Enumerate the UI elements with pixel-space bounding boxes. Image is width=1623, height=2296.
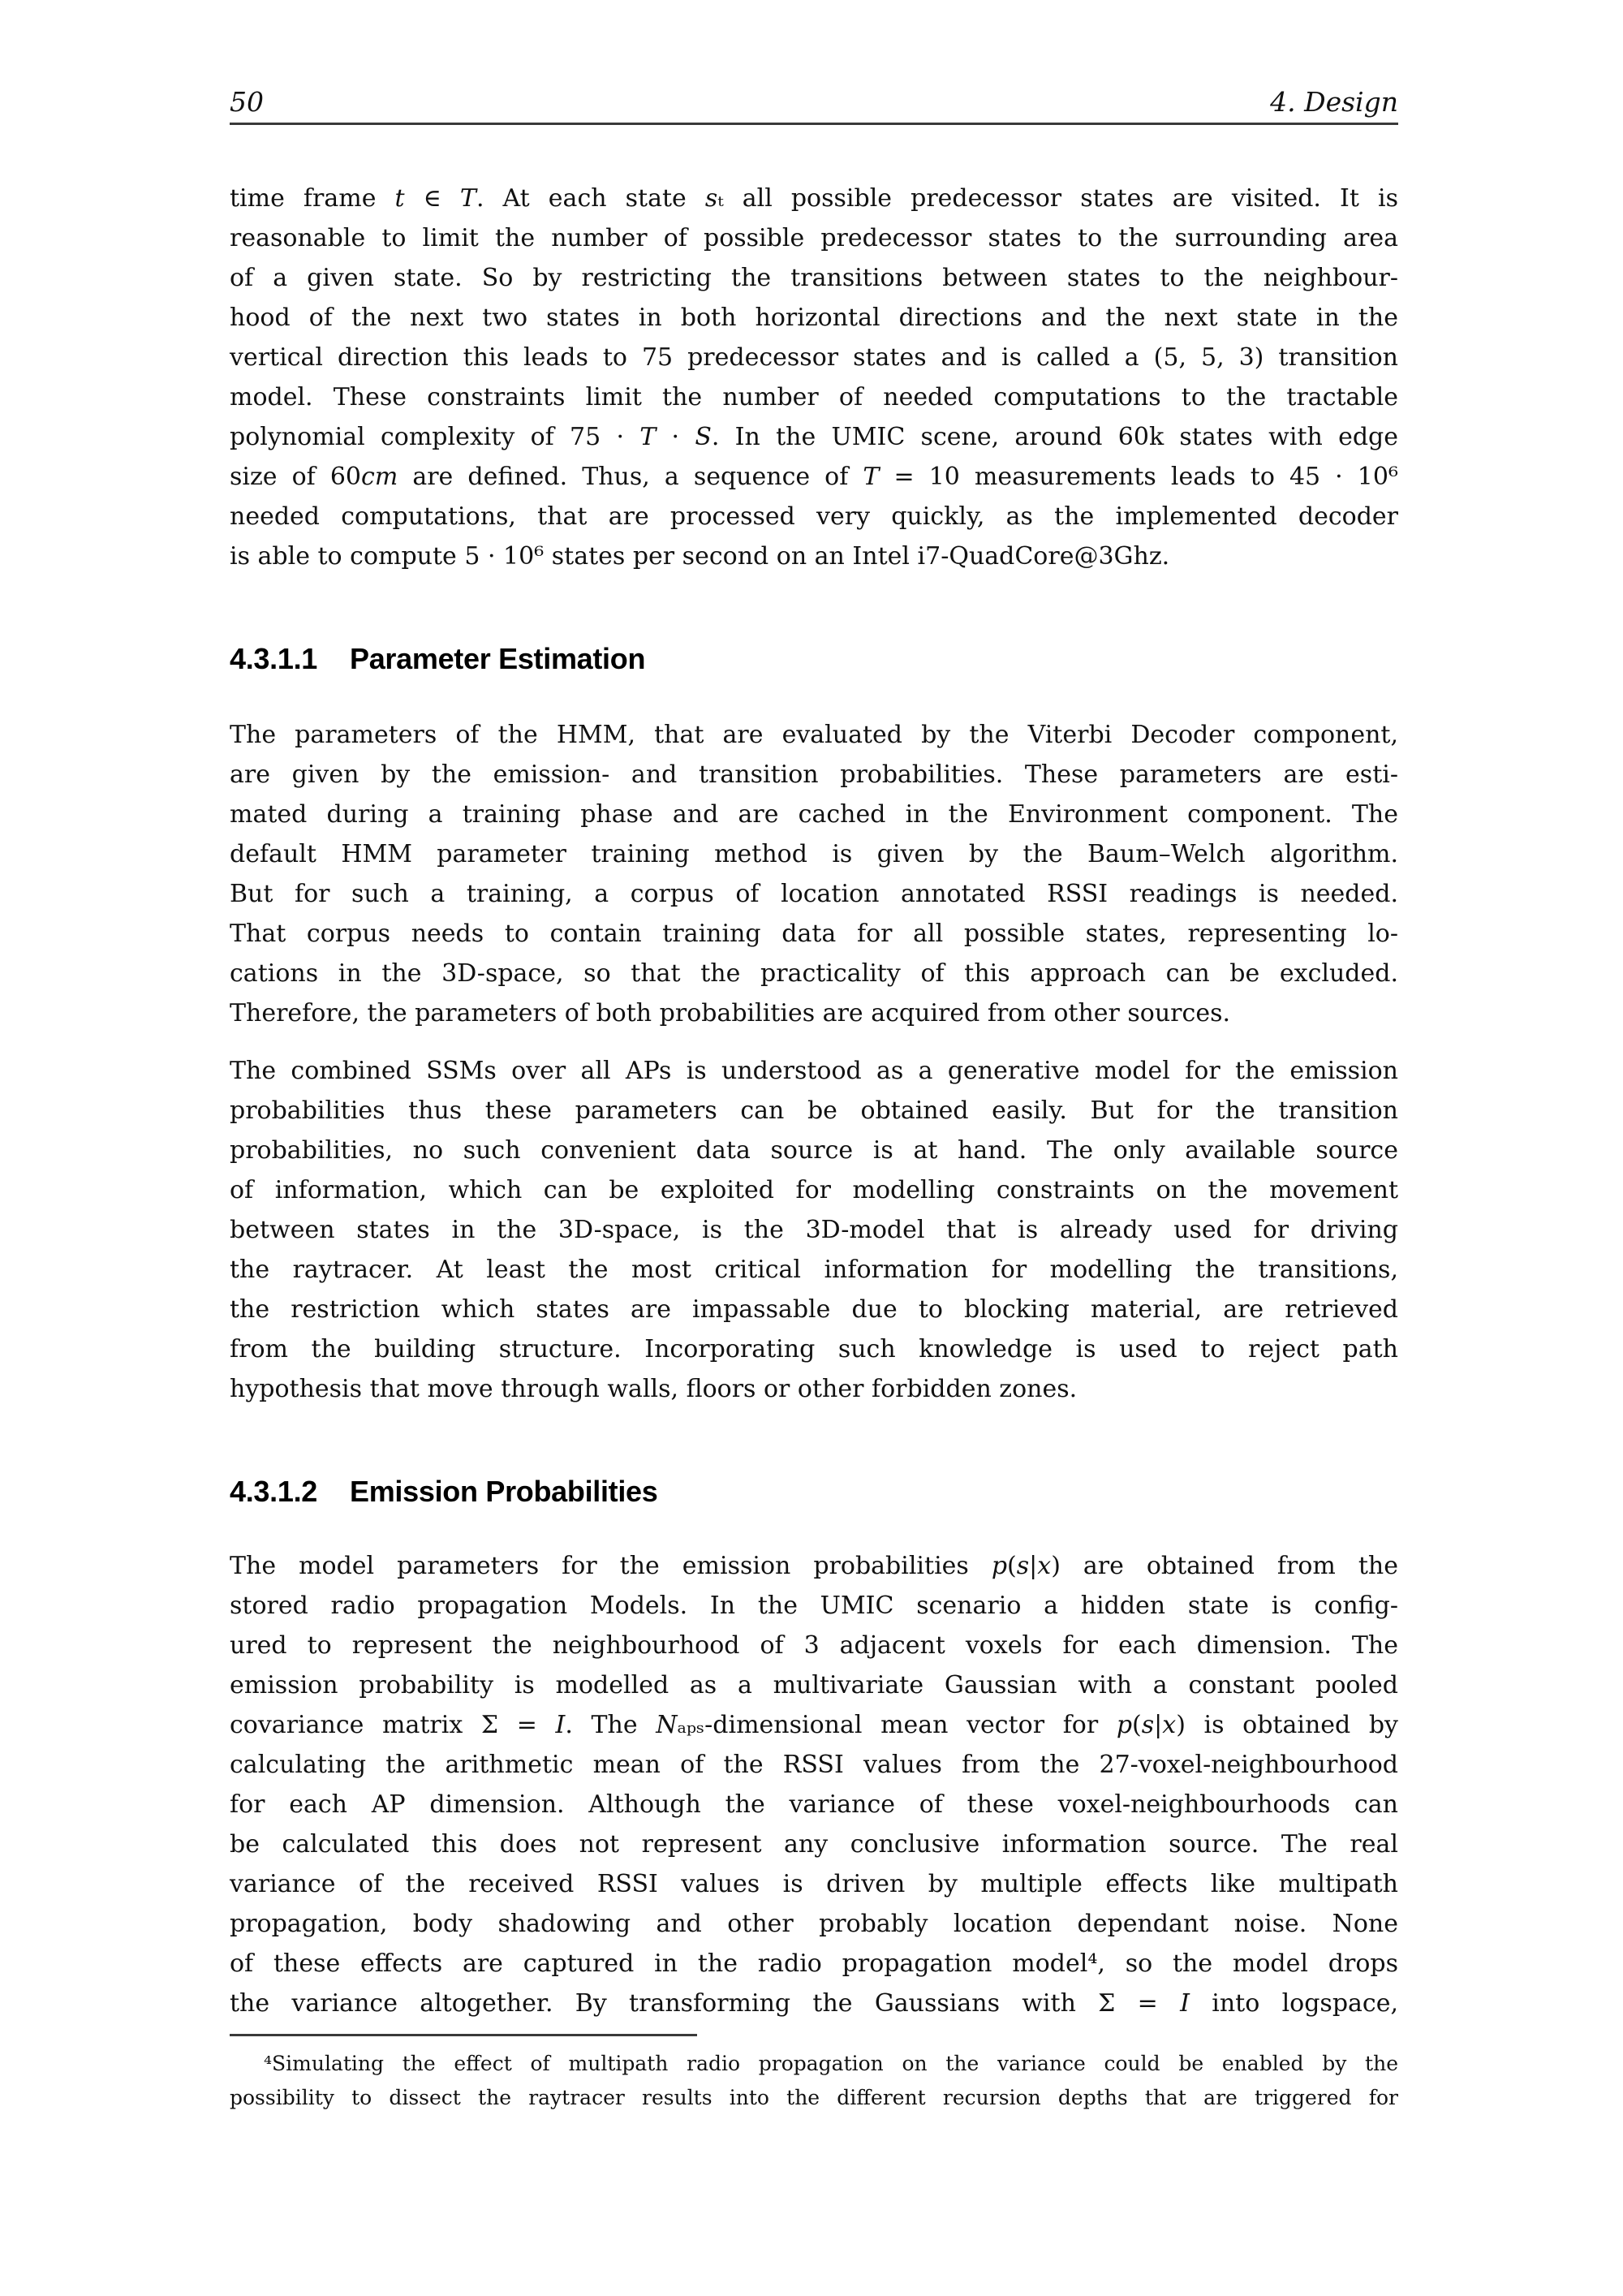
text-line: stored radio propagation Models. In the UMIC scenario a hidden state is config- <box>230 1592 1398 1620</box>
text-line: The combined SSMs over all APs is understood as a generative model for the emission <box>230 1057 1398 1085</box>
text-line: the raytracer. At least the most critical information for modelling the transitions, <box>230 1256 1398 1284</box>
paragraph-1 <box>230 179 1398 576</box>
text-line: calculating the arithmetic mean of the RSSI values from the 27-voxel-neighbourhood <box>230 1751 1398 1779</box>
text-line: polynomial complexity of 75 · T · S. In the UMIC scene, around 60k states with edge <box>230 423 1398 451</box>
text-line: The model parameters for the emission probabilities p(s|x) are obtained from the <box>230 1552 1398 1580</box>
section-number: 4.3.1.1 <box>230 642 317 675</box>
text-line: reasonable to limit the number of possible predecessor states to the surrounding area <box>230 224 1398 252</box>
text-line: probabilities thus these parameters can be obtained easily. But for the transition <box>230 1096 1398 1125</box>
text-line: default HMM parameter training method is given by the Baum–Welch algorithm. <box>230 840 1398 868</box>
page-number: 50 <box>230 86 264 118</box>
footnote-rule <box>230 2034 697 2036</box>
text-line: Therefore, the parameters of both probabilities are acquired from other sources. <box>230 999 1231 1027</box>
section-heading-emission-probabilities <box>230 1474 658 1510</box>
text-line: the variance altogether. By transforming the Gaussians with Σ = I into logspace, <box>230 1989 1399 2018</box>
text-line: is able to compute 5 · 10⁶ states per second on an Intel i7-QuadCore@3Ghz. <box>230 542 1170 571</box>
text-line: But for such a training, a corpus of location annotated RSSI readings is needed. <box>230 880 1398 908</box>
text-line: emission probability is modelled as a multivariate Gaussian with a constant pooled <box>230 1671 1398 1699</box>
footnote <box>230 2047 1398 2115</box>
text-line: between states in the 3D-space, is the 3D-model that is already used for driving <box>230 1216 1398 1244</box>
text-line: probabilities, no such convenient data source is at hand. The only available source <box>230 1136 1398 1165</box>
text-line: of these effects are captured in the radio propagation model⁴, so the model drops <box>230 1949 1398 1978</box>
text-line: covariance matrix Σ = I. The Nₐₚₛ-dimensional mean vector for p(s|x) is obtained by <box>230 1711 1398 1739</box>
text-line: That corpus needs to contain training data for all possible states, representing lo- <box>230 920 1398 948</box>
chapter-title: 4. Design <box>1270 86 1398 118</box>
text-line: be calculated this does not represent any conclusive information source. The real <box>230 1830 1398 1859</box>
paragraph-2 <box>230 715 1398 1033</box>
text-line: the restriction which states are impassable due to blocking material, are retrieved <box>230 1295 1398 1324</box>
text-line: hood of the next two states in both horizontal directions and the next state in the <box>230 304 1398 332</box>
text-line: are given by the emission- and transition probabilities. These parameters are esti- <box>230 760 1398 789</box>
text-line: of a given state. So by restricting the transitions between states to the neighbour- <box>230 264 1398 292</box>
section-title: Parameter Estimation <box>350 642 646 675</box>
text-line: size of 60cm are defined. Thus, a sequence of T = 10 measurements leads to 45 · 10⁶ <box>230 463 1398 491</box>
text-line: model. These constraints limit the number of needed computations to the tractable <box>230 383 1398 411</box>
text-line: propagation, body shadowing and other probably location dependant noise. None <box>230 1910 1398 1938</box>
paragraph-3 <box>230 1051 1398 1409</box>
text-line: ured to represent the neighbourhood of 3 adjacent voxels for each dimension. The <box>230 1631 1398 1660</box>
text-line: of information, which can be exploited for modelling constraints on the movement <box>230 1176 1398 1204</box>
text-line: The parameters of the HMM, that are evaluated by the Viterbi Decoder component, <box>230 721 1398 749</box>
section-number: 4.3.1.2 <box>230 1475 317 1508</box>
text-line: hypothesis that move through walls, floors or other forbidden zones. <box>230 1375 1078 1403</box>
text-line: time frame t ∈ T. At each state sₜ all possible predecessor states are visited. It is <box>230 184 1398 213</box>
section-title: Emission Probabilities <box>350 1475 658 1508</box>
section-heading-parameter-estimation <box>230 641 645 677</box>
text-line: vertical direction this leads to 75 predecessor states and is called a (5, 5, 3) transition <box>230 343 1398 372</box>
footnote-line: ⁴Simulating the effect of multipath radio propagation on the variance could be enabled by the <box>264 2052 1398 2075</box>
text-line: cations in the 3D-space, so that the practicality of this approach can be excluded. <box>230 959 1398 988</box>
text-line: from the building structure. Incorporating such knowledge is used to reject path <box>230 1335 1398 1363</box>
footnote-line: possibility to dissect the raytracer results into the different recursion depths that are triggered for <box>230 2086 1398 2109</box>
text-line: variance of the received RSSI values is driven by multiple effects like multipath <box>230 1870 1398 1898</box>
header-rule <box>230 123 1398 125</box>
text-line: mated during a training phase and are cached in the Environment component. The <box>230 800 1398 829</box>
text-line: needed computations, that are processed very quickly, as the implemented decoder <box>230 502 1398 531</box>
paragraph-4 <box>230 1546 1398 2023</box>
text-line: for each AP dimension. Although the variance of these voxel-neighbourhoods can <box>230 1790 1398 1819</box>
